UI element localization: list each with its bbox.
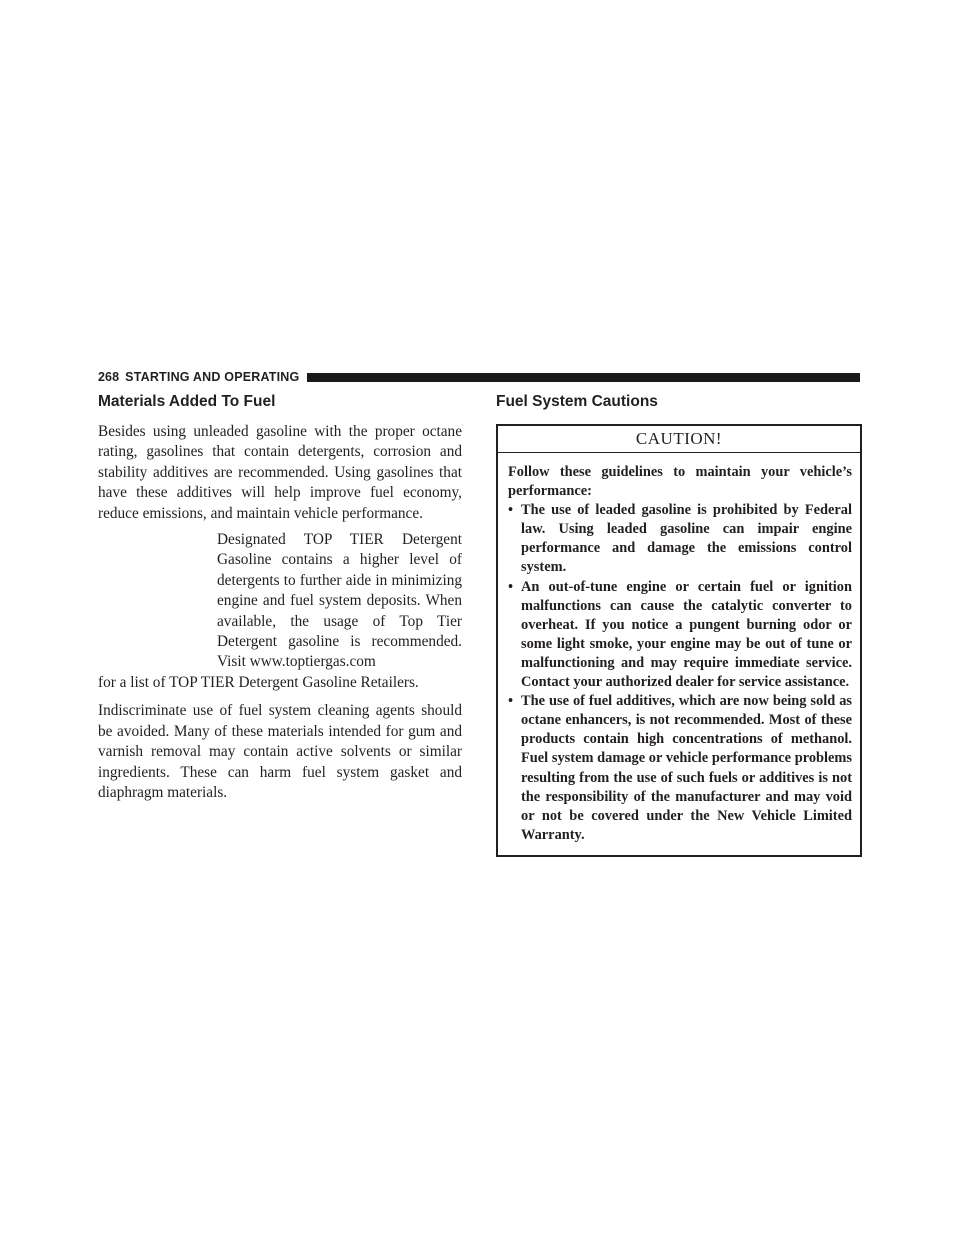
materials-heading: Materials Added To Fuel (98, 393, 276, 410)
caution-box (496, 424, 862, 857)
bullet-icon: • (508, 502, 514, 519)
caution-item-additives (508, 692, 852, 845)
top-tier-paragraph: Designated TOP TIER Detergent Gasoline contains a higher level of detergents to further aide in minimizing engine and fuel system deposits. When available, the usage of Top Tier Detergent gasoline is recommended. Visit www.toptiergas.com (217, 531, 462, 671)
caution-item-text: The use of fuel additives, which are now being sold as octane enhancers, is not recommended. Most of these products contain high concentrations of methanol. Fuel system damage or vehicle performance problems resulting from the use of such fuels or additives is not the responsibility of the manufacturer and may void or not be covered under the New Vehicle Limited Warranty. (521, 693, 852, 843)
materials-paragraph-1: Besides using unleaded gasoline with the proper octane rating, gasolines that contain detergents, corrosion and stability additives are recommended. Using gasolines that have these additives will help improve fuel economy, reduce emissions, and maintain vehicle performance. (98, 423, 462, 522)
page-number: 268 (98, 370, 120, 384)
caution-intro: Follow these guidelines to maintain your vehicle’s performance: (508, 464, 852, 500)
caution-title: CAUTION! (498, 426, 860, 453)
left-column (98, 392, 462, 803)
header-rule (307, 373, 860, 382)
caution-item-out-of-tune (508, 578, 852, 693)
bullet-icon: • (508, 693, 514, 710)
page-header (98, 369, 860, 385)
fuel-system-heading: Fuel System Cautions (496, 393, 658, 410)
top-tier-continuation: for a list of TOP TIER Detergent Gasoline Retailers. (98, 673, 419, 691)
right-column (496, 392, 862, 857)
bullet-icon: • (508, 578, 514, 595)
caution-body (498, 453, 860, 855)
caution-list (508, 501, 852, 845)
caution-item-text: An out-of-tune engine or certain fuel or ignition malfunctions can cause the catalytic converter to overheat. If you notice a pungent burning odor or some light smoke, your engine may be out of tune or malfunctioning and may require immediate service. Contact your authorized dealer for service assistance. (521, 578, 852, 691)
caution-item-text: The use of leaded gasoline is prohibited by Federal law. Using leaded gasoline can impair engine performance and damage the emissions control system. (521, 502, 852, 576)
caution-item-leaded (508, 501, 852, 577)
materials-paragraph-2: Indiscriminate use of fuel system cleaning agents should be avoided. Many of these materials intended for gum and varnish removal may contain active solvents or similar ingredients. These can harm fuel system gasket and diaphragm materials. (98, 702, 462, 801)
section-title: STARTING AND OPERATING (125, 370, 300, 384)
